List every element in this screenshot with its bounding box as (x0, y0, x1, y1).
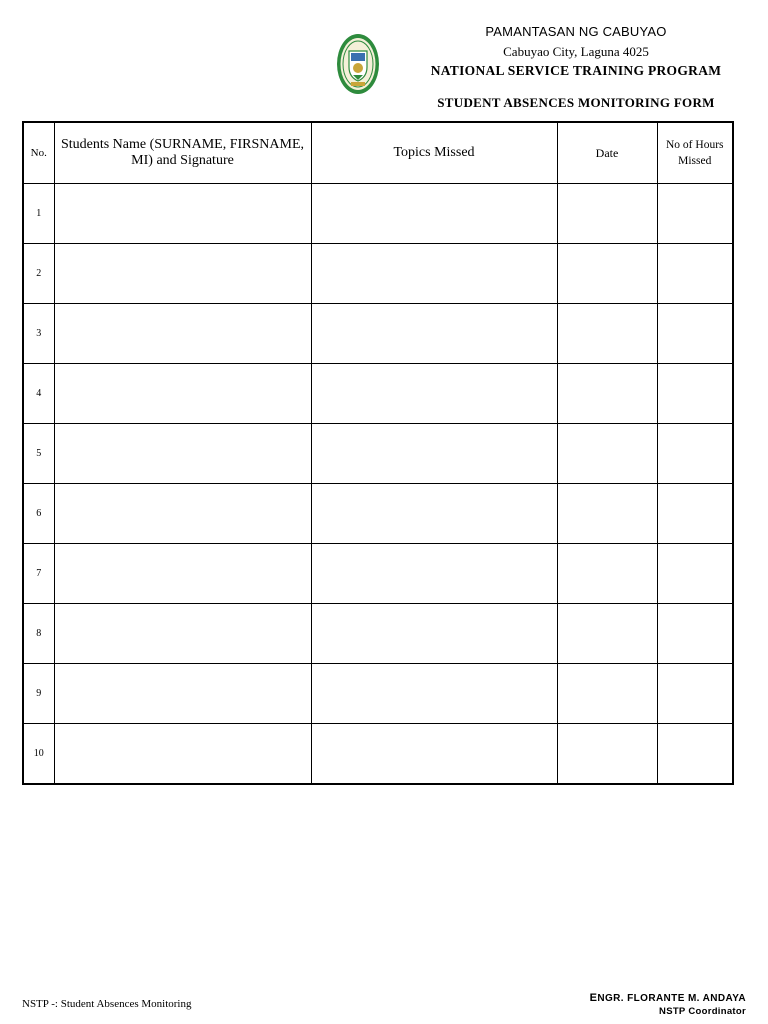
signatory-title: NSTP Coordinator (659, 1006, 746, 1017)
table-row (23, 544, 733, 604)
student-name-cell[interactable] (54, 304, 311, 364)
column-header-topics-missed: Topics Missed (311, 122, 557, 184)
student-name-cell[interactable] (54, 484, 311, 544)
topics-missed-cell[interactable] (311, 664, 557, 724)
signatory-name-rest: NGR. FLORANTE M. ANDAYA (597, 993, 746, 1004)
table-row (23, 304, 733, 364)
row-number: 7 (23, 544, 54, 604)
row-number: 5 (23, 424, 54, 484)
hours-missed-cell[interactable] (657, 244, 733, 304)
table-row (23, 724, 733, 785)
row-number: 6 (23, 484, 54, 544)
student-name-cell[interactable] (54, 544, 311, 604)
absences-table (22, 121, 734, 785)
student-name-cell[interactable] (54, 604, 311, 664)
university-address: Cabuyao City, Laguna 4025 (503, 44, 649, 59)
table-row (23, 184, 733, 244)
column-header-no: No. (23, 122, 54, 184)
topics-missed-cell[interactable] (311, 304, 557, 364)
date-cell[interactable] (557, 364, 657, 424)
student-name-cell[interactable] (54, 424, 311, 484)
date-cell[interactable] (557, 604, 657, 664)
hours-missed-cell[interactable] (657, 424, 733, 484)
table-header-row (23, 122, 733, 184)
topics-missed-cell[interactable] (311, 724, 557, 785)
row-number: 4 (23, 364, 54, 424)
signatory-name (590, 992, 746, 1004)
topics-missed-cell[interactable] (311, 364, 557, 424)
table-row (23, 364, 733, 424)
student-name-cell[interactable] (54, 364, 311, 424)
topics-missed-cell[interactable] (311, 424, 557, 484)
date-cell[interactable] (557, 544, 657, 604)
date-cell[interactable] (557, 184, 657, 244)
hours-missed-cell[interactable] (657, 664, 733, 724)
table-row (23, 604, 733, 664)
student-name-cell[interactable] (54, 184, 311, 244)
hours-missed-cell[interactable] (657, 484, 733, 544)
row-number: 9 (23, 664, 54, 724)
topics-missed-cell[interactable] (311, 484, 557, 544)
table-row (23, 664, 733, 724)
program-title: NATIONAL SERVICE TRAINING PROGRAM (430, 63, 722, 78)
university-seal-icon (336, 33, 380, 95)
row-number: 1 (23, 184, 54, 244)
column-header-hours-missed: No of Hours Missed (657, 122, 733, 184)
date-cell[interactable] (557, 484, 657, 544)
date-cell[interactable] (557, 244, 657, 304)
date-cell[interactable] (557, 424, 657, 484)
date-cell[interactable] (557, 304, 657, 364)
row-number: 3 (23, 304, 54, 364)
topics-missed-cell[interactable] (311, 184, 557, 244)
student-name-cell[interactable] (54, 664, 311, 724)
row-number: 10 (23, 724, 54, 785)
topics-missed-cell[interactable] (311, 244, 557, 304)
hours-missed-cell[interactable] (657, 364, 733, 424)
date-cell[interactable] (557, 664, 657, 724)
form-title: STUDENT ABSENCES MONITORING FORM (437, 95, 715, 110)
signatory-initial: E (589, 992, 598, 1004)
hours-missed-cell[interactable] (657, 304, 733, 364)
student-name-cell[interactable] (54, 244, 311, 304)
signatory-block (590, 992, 746, 1017)
footer-document-label: NSTP -: Student Absences Monitoring (22, 998, 192, 1010)
table-row (23, 424, 733, 484)
topics-missed-cell[interactable] (311, 604, 557, 664)
topics-missed-cell[interactable] (311, 544, 557, 604)
column-header-student-name: Students Name (SURNAME, FIRSNAME, MI) and Signature (54, 122, 311, 184)
hours-missed-cell[interactable] (657, 544, 733, 604)
table-row (23, 484, 733, 544)
column-header-date: Date (557, 122, 657, 184)
row-number: 2 (23, 244, 54, 304)
hours-missed-cell[interactable] (657, 724, 733, 785)
university-name: PAMANTASAN NG CABUYAO (485, 24, 667, 39)
table-row (23, 244, 733, 304)
student-name-cell[interactable] (54, 724, 311, 785)
hours-missed-cell[interactable] (657, 604, 733, 664)
row-number: 8 (23, 604, 54, 664)
date-cell[interactable] (557, 724, 657, 785)
hours-missed-cell[interactable] (657, 184, 733, 244)
